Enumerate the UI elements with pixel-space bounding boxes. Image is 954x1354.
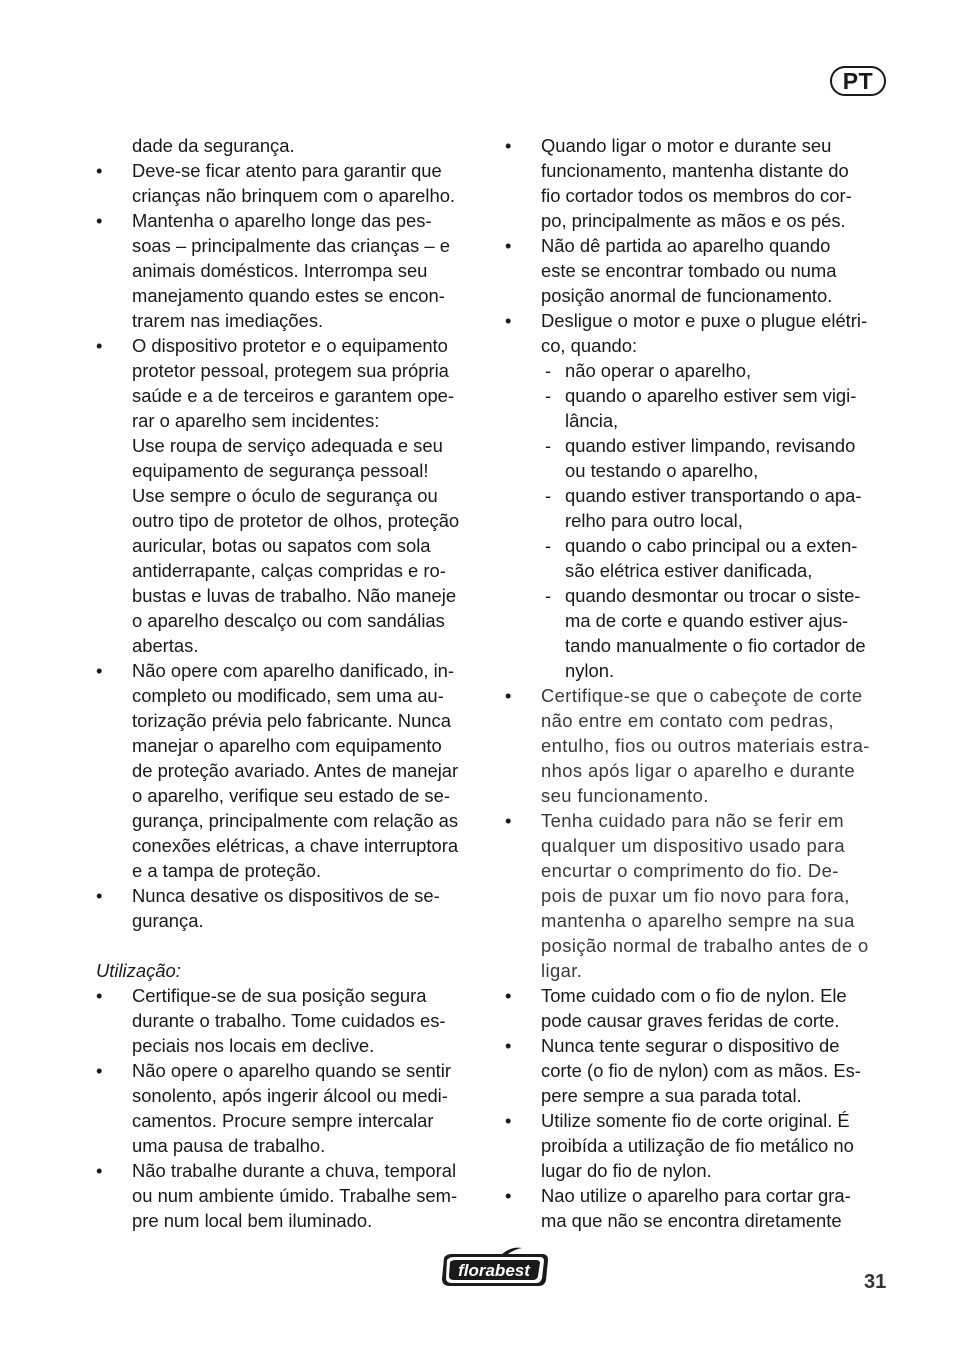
text-line — [505, 383, 897, 408]
text-line — [505, 783, 897, 808]
dash-marker: - — [545, 535, 552, 556]
line-text: lância, — [565, 410, 619, 431]
line-text: lugar do fio de nylon. — [541, 1160, 712, 1181]
text-line — [505, 733, 897, 758]
line-text: ma que não se encontra diretamente — [541, 1210, 842, 1231]
line-text: posição normal de trabalho antes de o — [541, 935, 869, 956]
text-line — [96, 208, 488, 233]
text-line — [505, 458, 897, 483]
line-text: Certifique-se que o cabeçote de corte — [541, 685, 863, 706]
text-line — [96, 133, 488, 158]
line-text: Nao utilize o aparelho para cortar gra- — [541, 1185, 851, 1206]
text-line — [96, 333, 488, 358]
text-line — [96, 658, 488, 683]
text-line — [505, 758, 897, 783]
line-text: seu funcionamento. — [541, 785, 709, 806]
bullet-marker: • — [505, 135, 512, 156]
line-text: torização prévia pelo fabricante. Nunca — [132, 710, 451, 731]
line-text: animais domésticos. Interrompa seu — [132, 260, 428, 281]
line-text: nylon. — [565, 660, 615, 681]
line-text: po, principalmente as mãos e os pés. — [541, 210, 846, 231]
bullet-marker: • — [96, 335, 103, 356]
text-line — [96, 283, 488, 308]
bullet-marker: • — [96, 160, 103, 181]
text-line — [505, 433, 897, 458]
line-text: crianças não brinquem com o aparelho. — [132, 185, 456, 206]
text-line — [96, 383, 488, 408]
text-line — [96, 558, 488, 583]
text-line — [505, 233, 897, 258]
line-text: pode causar graves feridas de corte. — [541, 1010, 840, 1031]
text-line — [505, 933, 897, 958]
text-line — [505, 983, 897, 1008]
text-line — [96, 1133, 488, 1158]
text-line — [505, 883, 897, 908]
line-text: ligar. — [541, 960, 583, 981]
text-line — [96, 483, 488, 508]
line-text: corte (o fio de nylon) com as mãos. Es- — [541, 1060, 861, 1081]
line-text: ou num ambiente úmido. Trabalhe sem- — [132, 1185, 458, 1206]
text-line — [96, 958, 488, 983]
text-line — [96, 608, 488, 633]
right-column — [505, 133, 897, 1233]
line-text: de proteção avariado. Antes de manejar — [132, 760, 459, 781]
section-heading: Utilização: — [96, 960, 181, 981]
line-text: antiderrapante, calças compridas e ro- — [132, 560, 446, 581]
text-line — [96, 183, 488, 208]
line-text: nhos após ligar o aparelho e durante — [541, 760, 855, 781]
line-text: o aparelho, verifique seu estado de se- — [132, 785, 450, 806]
line-text: quando estiver limpando, revisando — [565, 435, 856, 456]
line-text: pois de puxar um fio novo para fora, — [541, 885, 850, 906]
line-text: Não dê partida ao aparelho quando — [541, 235, 831, 256]
bullet-marker: • — [505, 235, 512, 256]
line-text: outro tipo de protetor de olhos, proteção — [132, 510, 460, 531]
text-line — [96, 883, 488, 908]
line-text: gurança, principalmente com relação as — [132, 810, 459, 831]
bullet-marker: • — [96, 210, 103, 231]
line-text: este se encontrar tombado ou numa — [541, 260, 837, 281]
line-text: manejar o aparelho com equipamento — [132, 735, 442, 756]
text-line — [505, 1108, 897, 1133]
line-text: Use roupa de serviço adequada e seu — [132, 435, 443, 456]
line-text: Nunca desative os dispositivos de se- — [132, 885, 440, 906]
language-badge: PT — [830, 66, 886, 96]
line-text: qualquer um dispositivo usado para — [541, 835, 845, 856]
text-line — [96, 1083, 488, 1108]
bullet-marker: • — [505, 685, 512, 706]
text-line — [505, 583, 897, 608]
dash-marker: - — [545, 360, 552, 381]
line-text: entulho, fios ou outros materiais estra- — [541, 735, 870, 756]
text-line — [505, 808, 897, 833]
bullet-marker: • — [505, 1035, 512, 1056]
line-text: co, quando: — [541, 335, 638, 356]
text-line — [96, 1158, 488, 1183]
line-text: e a tampa de proteção. — [132, 860, 322, 881]
text-line — [96, 408, 488, 433]
text-line — [96, 808, 488, 833]
text-line — [505, 1133, 897, 1158]
text-line — [505, 558, 897, 583]
line-text: uma pausa de trabalho. — [132, 1135, 326, 1156]
line-text: soas – principalmente das crianças – e — [132, 235, 450, 256]
line-text: O dispositivo protetor e o equipamento — [132, 335, 448, 356]
text-line — [505, 208, 897, 233]
text-line — [96, 458, 488, 483]
line-text: não operar o aparelho, — [565, 360, 752, 381]
line-text: encurtar o comprimento do fio. De- — [541, 860, 839, 881]
line-text: saúde e a de terceiros e garantem ope- — [132, 385, 455, 406]
line-text: Quando ligar o motor e durante seu — [541, 135, 832, 156]
text-line — [505, 308, 897, 333]
text-line — [505, 858, 897, 883]
line-text: abertas. — [132, 635, 199, 656]
text-line — [505, 958, 897, 983]
text-line — [505, 358, 897, 383]
line-text: peciais nos locais em declive. — [132, 1035, 375, 1056]
dash-marker: - — [545, 435, 552, 456]
text-line — [505, 483, 897, 508]
line-text: manejamento quando estes se encon- — [132, 285, 445, 306]
dash-marker: - — [545, 485, 552, 506]
text-line — [96, 233, 488, 258]
bullet-marker: • — [505, 310, 512, 331]
text-line — [96, 358, 488, 383]
line-text: Deve-se ficar atento para garantir que — [132, 160, 442, 181]
text-line — [505, 1033, 897, 1058]
text-line — [505, 608, 897, 633]
text-line — [505, 258, 897, 283]
line-text: ou testando o aparelho, — [565, 460, 759, 481]
line-text: não entre em contato com pedras, — [541, 710, 834, 731]
dash-marker: - — [545, 585, 552, 606]
bullet-marker: • — [96, 985, 103, 1006]
line-text: durante o trabalho. Tome cuidados es- — [132, 1010, 446, 1031]
text-line — [96, 858, 488, 883]
florabest-logo-graphic — [438, 1246, 552, 1290]
line-text: Desligue o motor e puxe o plugue elétri- — [541, 310, 868, 331]
line-text: equipamento de segurança pessoal! — [132, 460, 429, 481]
text-line — [505, 408, 897, 433]
text-line — [505, 683, 897, 708]
text-line — [505, 633, 897, 658]
line-text: Não opere com aparelho danificado, in- — [132, 660, 455, 681]
text-line — [505, 908, 897, 933]
bullet-marker: • — [505, 985, 512, 1006]
line-text: Mantenha o aparelho longe das pes- — [132, 210, 432, 231]
line-text: bustas e luvas de trabalho. Não maneje — [132, 585, 457, 606]
text-line — [505, 1008, 897, 1033]
line-text: são elétrica estiver danificada, — [565, 560, 813, 581]
line-text: Tenha cuidado para não se ferir em — [541, 810, 844, 831]
line-text: proibída a utilização de fio metálico no — [541, 1135, 854, 1156]
text-line — [505, 1083, 897, 1108]
line-text: quando o cabo principal ou a exten- — [565, 535, 858, 556]
text-line — [505, 833, 897, 858]
text-line — [96, 783, 488, 808]
text-line — [96, 258, 488, 283]
bullet-marker: • — [505, 810, 512, 831]
florabest-logo — [438, 1246, 552, 1295]
line-text: Nunca tente segurar o dispositivo de — [541, 1035, 840, 1056]
line-text: mantenha o aparelho sempre na sua — [541, 910, 855, 931]
line-text: Certifique-se de sua posição segura — [132, 985, 427, 1006]
text-line — [505, 158, 897, 183]
line-text: posição anormal de funcionamento. — [541, 285, 833, 306]
bullet-marker: • — [96, 1160, 103, 1181]
line-text: ma de corte e quando estiver ajus- — [565, 610, 849, 631]
text-line — [505, 708, 897, 733]
line-text: quando o aparelho estiver sem vigi- — [565, 385, 857, 406]
bullet-marker: • — [96, 1060, 103, 1081]
dash-marker: - — [545, 385, 552, 406]
text-line — [505, 658, 897, 683]
line-text: Tome cuidado com o fio de nylon. Ele — [541, 985, 847, 1006]
text-line — [96, 1008, 488, 1033]
text-line — [96, 433, 488, 458]
line-text: funcionamento, mantenha distante do — [541, 160, 849, 181]
text-line — [96, 708, 488, 733]
text-line — [96, 1033, 488, 1058]
left-column — [96, 133, 488, 1233]
bullet-marker: • — [505, 1110, 512, 1131]
line-text: auricular, botas ou sapatos com sola — [132, 535, 431, 556]
line-text: tando manualmente o fio cortador de — [565, 635, 866, 656]
text-line — [96, 308, 488, 333]
text-line — [505, 283, 897, 308]
text-line — [96, 983, 488, 1008]
text-line — [96, 733, 488, 758]
line-text: dade da segurança. — [132, 135, 295, 156]
text-line — [96, 758, 488, 783]
text-line — [96, 508, 488, 533]
text-line — [96, 1183, 488, 1208]
text-line — [96, 158, 488, 183]
text-line — [505, 133, 897, 158]
line-text: Não opere o aparelho quando se sentir — [132, 1060, 451, 1081]
text-line — [505, 333, 897, 358]
line-text: completo ou modificado, sem uma au- — [132, 685, 444, 706]
text-line — [96, 933, 488, 958]
line-text: rar o aparelho sem incidentes: — [132, 410, 380, 431]
text-line — [96, 633, 488, 658]
text-line — [505, 533, 897, 558]
page-number: 31 — [864, 1271, 887, 1293]
text-line — [96, 1208, 488, 1233]
line-text: Use sempre o óculo de segurança ou — [132, 485, 438, 506]
text-line — [96, 583, 488, 608]
line-text: camentos. Procure sempre intercalar — [132, 1110, 434, 1131]
text-line — [96, 1108, 488, 1133]
text-line — [96, 683, 488, 708]
line-text: trarem nas imediações. — [132, 310, 324, 331]
text-line — [505, 1208, 897, 1233]
line-text: pre num local bem iluminado. — [132, 1210, 373, 1231]
text-line — [505, 1058, 897, 1083]
bullet-marker: • — [96, 660, 103, 681]
text-line — [505, 508, 897, 533]
text-line — [505, 1158, 897, 1183]
line-text: quando desmontar ou trocar o siste- — [565, 585, 861, 606]
line-text: protetor pessoal, protegem sua própria — [132, 360, 449, 381]
text-line — [96, 833, 488, 858]
text-line — [96, 1058, 488, 1083]
bullet-marker: • — [96, 885, 103, 906]
text-line — [96, 908, 488, 933]
bullet-marker: • — [505, 1185, 512, 1206]
line-text: fio cortador todos os membros do cor- — [541, 185, 852, 206]
line-text: o aparelho descalço ou com sandálias — [132, 610, 445, 631]
line-text: relho para outro local, — [565, 510, 743, 531]
line-text: Não trabalhe durante a chuva, temporal — [132, 1160, 457, 1181]
text-line — [505, 183, 897, 208]
text-line — [505, 1183, 897, 1208]
line-text: conexões elétricas, a chave interruptora — [132, 835, 459, 856]
florabest-logo-text: florabest — [458, 1261, 530, 1280]
line-text: quando estiver transportando o apa- — [565, 485, 862, 506]
line-text: pere sempre a sua parada total. — [541, 1085, 802, 1106]
line-text: gurança. — [132, 910, 204, 931]
text-line — [96, 533, 488, 558]
line-text: Utilize somente fio de corte original. É — [541, 1110, 850, 1131]
line-text: sonolento, após ingerir álcool ou medi- — [132, 1085, 448, 1106]
